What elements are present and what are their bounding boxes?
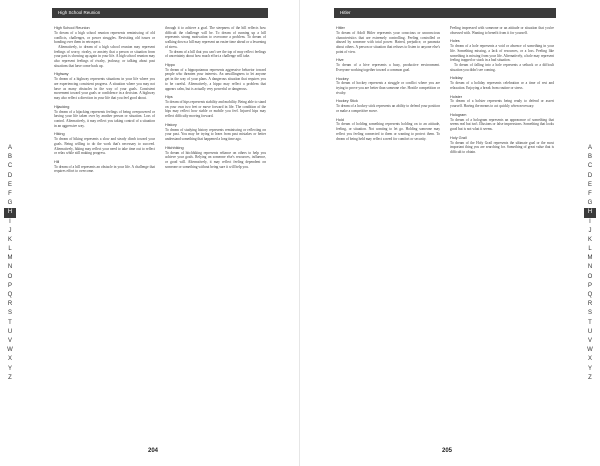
entry-title: Hockey Stick <box>336 99 358 104</box>
page-number: 205 <box>442 448 453 454</box>
entry-paragraph: To dream of hockey represents a struggle or conflict where you are trying to prove you are better than someone else. Hostile competition or rivalry. <box>336 81 440 95</box>
entry-paragraph: To dream of hiking represents a slow and steady climb toward your goals. Being willing to do the work that's necessary to succeed. Alternatively, hiking may reflect your need to take time out to reflect or relax while still making progress. <box>54 137 155 156</box>
entry-paragraph: To dream of a high school reunion represents reminiscing of old conflicts, challenges, or power struggles. Revisiting old issues or bonding over them in retrospect. <box>54 30 155 45</box>
dictionary-entry <box>336 77 440 96</box>
dictionary-entry <box>450 39 554 72</box>
dictionary-entry <box>165 123 266 142</box>
index-letter-i[interactable]: I <box>589 218 591 225</box>
index-letter-x[interactable]: X <box>587 356 592 363</box>
running-header: Hitler <box>334 8 556 18</box>
dictionary-entry <box>54 72 155 100</box>
index-letter-z[interactable]: Z <box>8 374 12 381</box>
entry-title: Holes <box>450 39 460 44</box>
index-letter-s[interactable]: S <box>587 310 592 317</box>
index-letter-e[interactable]: E <box>7 181 12 188</box>
index-letter-n[interactable]: N <box>587 264 593 271</box>
dictionary-entry <box>450 136 554 155</box>
index-letter-z[interactable]: Z <box>588 374 592 381</box>
index-letter-m[interactable]: M <box>7 255 13 262</box>
entry-paragraph: To dream of a holster represents being ready to defend or assert yourself. Having the means to act quickly when necessary. <box>450 99 554 109</box>
index-letter-l[interactable]: L <box>8 246 12 253</box>
entry-paragraph: To dream of a hill that you can't see the top of may reflect feelings of uncertainty about how much effort a challenge will take. <box>165 49 266 59</box>
text-column <box>165 26 266 434</box>
entry-paragraph: To dream of Adolf Hitler represents your conscious or unconscious characteristics that are extremely controlling. Feeling controlled or abused by someone with total power. Hatred, prejudice, or paranoia about others. A person or situation that refuses to listen to anyone else's point of view. <box>336 30 440 54</box>
index-letter-a[interactable]: A <box>7 145 12 151</box>
index-letter-l[interactable]: L <box>588 246 592 253</box>
dictionary-entry <box>165 95 266 119</box>
index-letter-m[interactable]: M <box>587 255 593 262</box>
index-letter-d[interactable]: D <box>587 172 593 179</box>
text-column <box>450 26 554 434</box>
index-letter-v[interactable]: V <box>587 337 592 344</box>
entry-title: Holiday <box>450 76 463 81</box>
entry-title: Highway <box>54 72 69 77</box>
index-letter-e[interactable]: E <box>587 181 592 188</box>
entry-paragraph: To dream of the Holy Grail represents the ultimate goal or the most important thing you are searching for. Something of great value that is difficult to obtain. <box>450 140 554 154</box>
entry-paragraph: To dream of a hologram represents an appearance of something that seems real but isn't. Illusions or false impressions. Something that looks good but is not what it seems. <box>450 117 554 132</box>
dictionary-entry <box>450 95 554 109</box>
entry-paragraph: To dream of falling into a hole represents a setback or a difficult situation you didn't see coming. <box>450 63 554 72</box>
entry-paragraph: To dream of a holiday represents celebration or a time of rest and relaxation. Enjoying a break from routine or stress. <box>450 81 554 90</box>
text-column <box>336 26 440 434</box>
text-columns <box>336 26 554 434</box>
entry-title: Hill <box>54 159 60 164</box>
index-letter-i[interactable]: I <box>9 218 11 225</box>
index-letter-g[interactable]: G <box>7 200 13 207</box>
alphabet-thumb-index-left <box>4 144 16 383</box>
entry-paragraph: To dream of a hijacking represents feelings of being overpowered or having your life taken over by another person or situation. Loss of control. Alternatively, it may reflect you taking control of a situation in an aggressive way. <box>54 109 155 128</box>
entry-paragraph: To dream of a hippopotamus represents aggressive behavior toward people who threaten your interests. An unwillingness to let anyone get in the way of your plans. A dangerous situation that requires you to be careful. Alternatively, a hippo may reflect a problem that appears calm, but is actually very powerful or dangerous. <box>165 67 266 91</box>
running-header: High School Reunion <box>52 8 268 18</box>
index-letter-b[interactable]: B <box>7 154 12 161</box>
entry-paragraph: through it to achieve a goal. The steepness of the hill reflects how difficult the challenge will be. To dream of running up a hill represents strong motivation to overcome a problem. To dream of walking down a hill may represent an easier time ahead or a lessening of stress. <box>165 26 266 49</box>
entry-title: Holster <box>450 94 463 99</box>
entry-title: High School Reunion <box>54 26 90 30</box>
dictionary-entry <box>165 63 266 91</box>
index-letter-a[interactable]: A <box>587 145 592 151</box>
page-number: 204 <box>148 448 159 454</box>
index-letter-f[interactable]: F <box>588 190 592 197</box>
index-letter-g[interactable]: G <box>587 200 593 207</box>
entry-paragraph: To dream of a hill represents an obstacle in your life. A challenge that requires effort to overcome. <box>54 164 155 174</box>
index-letter-r[interactable]: R <box>587 301 593 308</box>
index-letter-u[interactable]: U <box>7 328 13 335</box>
index-letter-s[interactable]: S <box>7 310 12 317</box>
entry-title: Hitchhiking <box>165 145 184 150</box>
dictionary-entry <box>336 99 440 113</box>
dictionary-entry <box>54 132 155 156</box>
entry-title: Hitler <box>336 26 345 30</box>
entry-title: History <box>165 122 177 127</box>
dictionary-entry <box>450 113 554 132</box>
dictionary-entry <box>450 76 554 90</box>
dictionary-entry <box>336 26 440 54</box>
index-letter-y[interactable]: Y <box>587 365 592 372</box>
entry-title: Hips <box>165 95 173 100</box>
index-letter-t[interactable]: T <box>588 319 592 326</box>
index-letter-r[interactable]: R <box>7 301 13 308</box>
index-letter-c[interactable]: C <box>7 163 13 170</box>
dictionary-entry <box>336 118 440 142</box>
entry-paragraph: Feeling impressed with someone or an attitude or situation that you're obsessed with. Wanting to benefit from it for yourself. <box>450 26 554 35</box>
index-letter-v[interactable]: V <box>7 337 12 344</box>
index-letter-h[interactable]: H <box>4 208 16 217</box>
index-letter-h[interactable]: H <box>584 208 596 217</box>
entry-title: Holy Grail <box>450 135 467 140</box>
index-letter-f[interactable]: F <box>8 190 12 197</box>
index-letter-q[interactable]: Q <box>7 292 13 298</box>
index-letter-t[interactable]: T <box>8 319 12 326</box>
index-letter-k[interactable]: K <box>587 236 592 243</box>
index-letter-y[interactable]: Y <box>7 365 12 372</box>
entry-paragraph: Alternatively, to dream of a high school reunion may represent feelings of worry, rivalry, or anxiety that a person or situation from your past is showing up again in your life. A high school reunion may also represent feelings of rivalry, jealousy, or talking about past situations that have come back up. <box>54 44 155 68</box>
index-letter-j[interactable]: J <box>8 227 12 234</box>
index-letter-c[interactable]: C <box>587 163 593 170</box>
index-letter-p[interactable]: P <box>587 282 592 289</box>
index-letter-w[interactable]: W <box>587 347 593 354</box>
dictionary-entry <box>336 58 440 72</box>
entry-paragraph: To dream of a hockey stick represents an ability to defend your position or make a competitive move. <box>336 104 440 113</box>
index-letter-b[interactable]: B <box>587 154 592 161</box>
index-letter-o[interactable]: O <box>587 273 593 280</box>
entry-title: Hijacking <box>54 104 70 109</box>
entry-title: Hockey <box>336 76 349 81</box>
index-letter-q[interactable]: Q <box>587 292 593 298</box>
index-letter-j[interactable]: J <box>588 227 592 234</box>
index-letter-x[interactable]: X <box>7 356 12 363</box>
entry-title: Hiking <box>54 132 65 137</box>
dictionary-entry <box>450 26 554 35</box>
right-page <box>300 0 600 466</box>
entry-title: Hippo <box>165 62 175 67</box>
entry-title: Hologram <box>450 112 467 117</box>
dictionary-entry <box>165 26 266 59</box>
index-letter-p[interactable]: P <box>7 282 12 289</box>
entry-paragraph: To dream of a highway represents situations in your life where you are experiencing consistent progress. A situation where you may not have as many obstacles in the way of your goals. Consistent movement toward your goals or confidence in a decision. A highway may also reflect a direction in your life that you feel good about. <box>54 77 155 101</box>
text-columns <box>54 26 266 434</box>
entry-title: Hive <box>336 58 344 63</box>
index-letter-k[interactable]: K <box>7 236 12 243</box>
entry-paragraph: To dream of a hive represents a busy, productive environment. Everyone working together toward a common goal. <box>336 63 440 72</box>
dictionary-entry <box>54 160 155 174</box>
entry-paragraph: To dream of hitchhiking represents reliance on others to help you achieve your goals. Relying on someone else's resources, influence, or good will. Alternatively, it may reflect feeling dependent on someone or something without being sure it will help you. <box>165 150 266 169</box>
index-letter-n[interactable]: N <box>7 264 13 271</box>
index-letter-d[interactable]: D <box>7 172 13 179</box>
dictionary-entry <box>54 26 155 68</box>
text-column <box>54 26 155 434</box>
entry-paragraph: To dream of hips represents stability and mobility. Being able to stand on your own two feet or move forward in life. The condition of the hips may reflect how stable or mobile you feel. Injured hips may reflect difficulty moving forward. <box>165 100 266 119</box>
dictionary-entry <box>54 105 155 129</box>
alphabet-thumb-index-right <box>584 144 596 383</box>
entry-paragraph: To dream of a hole represents a void or absence of something in your life. Something missing, a lack of resources, or a loss. Feeling like something is missing from your life. Alternatively, a hole may represent feeling trapped or stuck in a bad situation. <box>450 44 554 63</box>
entry-paragraph: To dream of holding something represents holding on to an attitude, feeling, or situation. Not wanting to let go. Holding someone may reflect you feeling connected to them or wanting to protect them. To dream of being held may reflect a need for comfort or security. <box>336 122 440 141</box>
index-letter-w[interactable]: W <box>7 347 13 354</box>
index-letter-o[interactable]: O <box>7 273 13 280</box>
index-letter-u[interactable]: U <box>587 328 593 335</box>
entry-title: Hold <box>336 117 344 122</box>
dictionary-entry <box>165 146 266 170</box>
entry-paragraph: To dream of studying history represents reminiscing or reflecting on your past. You may be trying to learn from past mistakes or better understand something that happened a long time ago. <box>165 127 266 142</box>
